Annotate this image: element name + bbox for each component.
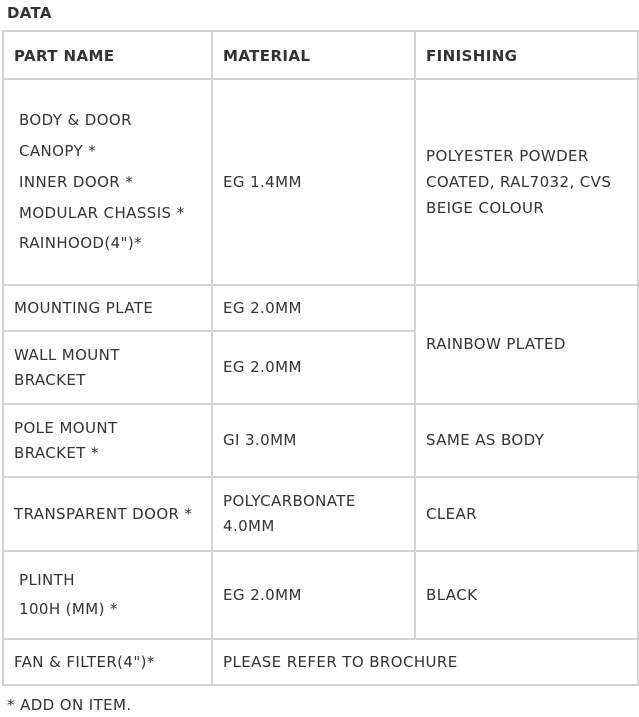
finishing-cell: RAINBOW PLATED — [415, 285, 638, 404]
table-row — [3, 285, 638, 331]
table-row — [3, 551, 638, 639]
part-name: CANOPY * — [19, 142, 97, 160]
material-cell: POLYCARBONATE 4.0MM — [212, 477, 415, 551]
part-name-cell: TRANSPARENT DOOR * — [3, 477, 212, 551]
part-name: INNER DOOR * — [19, 173, 134, 191]
finishing-cell: CLEAR — [415, 477, 638, 551]
material-cell: EG 2.0MM — [212, 331, 415, 404]
finishing-cell: POLYESTER POWDER COATED, RAL7032, CVS BEIGE COLOUR — [415, 79, 638, 285]
data-table — [2, 30, 639, 686]
material-cell: EG 1.4MM — [212, 79, 415, 285]
part-name: MODULAR CHASSIS * — [19, 204, 185, 222]
part-name: PLINTH — [19, 571, 75, 589]
part-name: RAINHOOD(4")* — [19, 234, 143, 252]
table-row — [3, 639, 638, 685]
finishing-cell: SAME AS BODY — [415, 404, 638, 477]
finishing-cell: BLACK — [415, 551, 638, 639]
header-finishing: FINISHING — [415, 31, 638, 79]
header-material: MATERIAL — [212, 31, 415, 79]
page-title: DATA — [7, 4, 52, 22]
header-part-name: PART NAME — [3, 31, 212, 79]
material-cell: EG 2.0MM — [212, 551, 415, 639]
material-cell: EG 2.0MM — [212, 285, 415, 331]
part-name-cell — [3, 551, 212, 639]
part-name-cell: FAN & FILTER(4")* — [3, 639, 212, 685]
part-name-cell: POLE MOUNT BRACKET * — [3, 404, 212, 477]
header-row — [3, 31, 638, 79]
part-name-cell: WALL MOUNT BRACKET — [3, 331, 212, 404]
note-cell: PLEASE REFER TO BROCHURE — [212, 639, 638, 685]
part-name: 100H (MM) * — [19, 600, 118, 618]
table-row — [3, 404, 638, 477]
footnote: * ADD ON ITEM. — [7, 696, 132, 714]
part-name: BODY & DOOR — [19, 111, 132, 129]
part-name-cell: MOUNTING PLATE — [3, 285, 212, 331]
part-name-cell — [3, 79, 212, 285]
table-row — [3, 477, 638, 551]
material-cell: GI 3.0MM — [212, 404, 415, 477]
table-row — [3, 79, 638, 285]
